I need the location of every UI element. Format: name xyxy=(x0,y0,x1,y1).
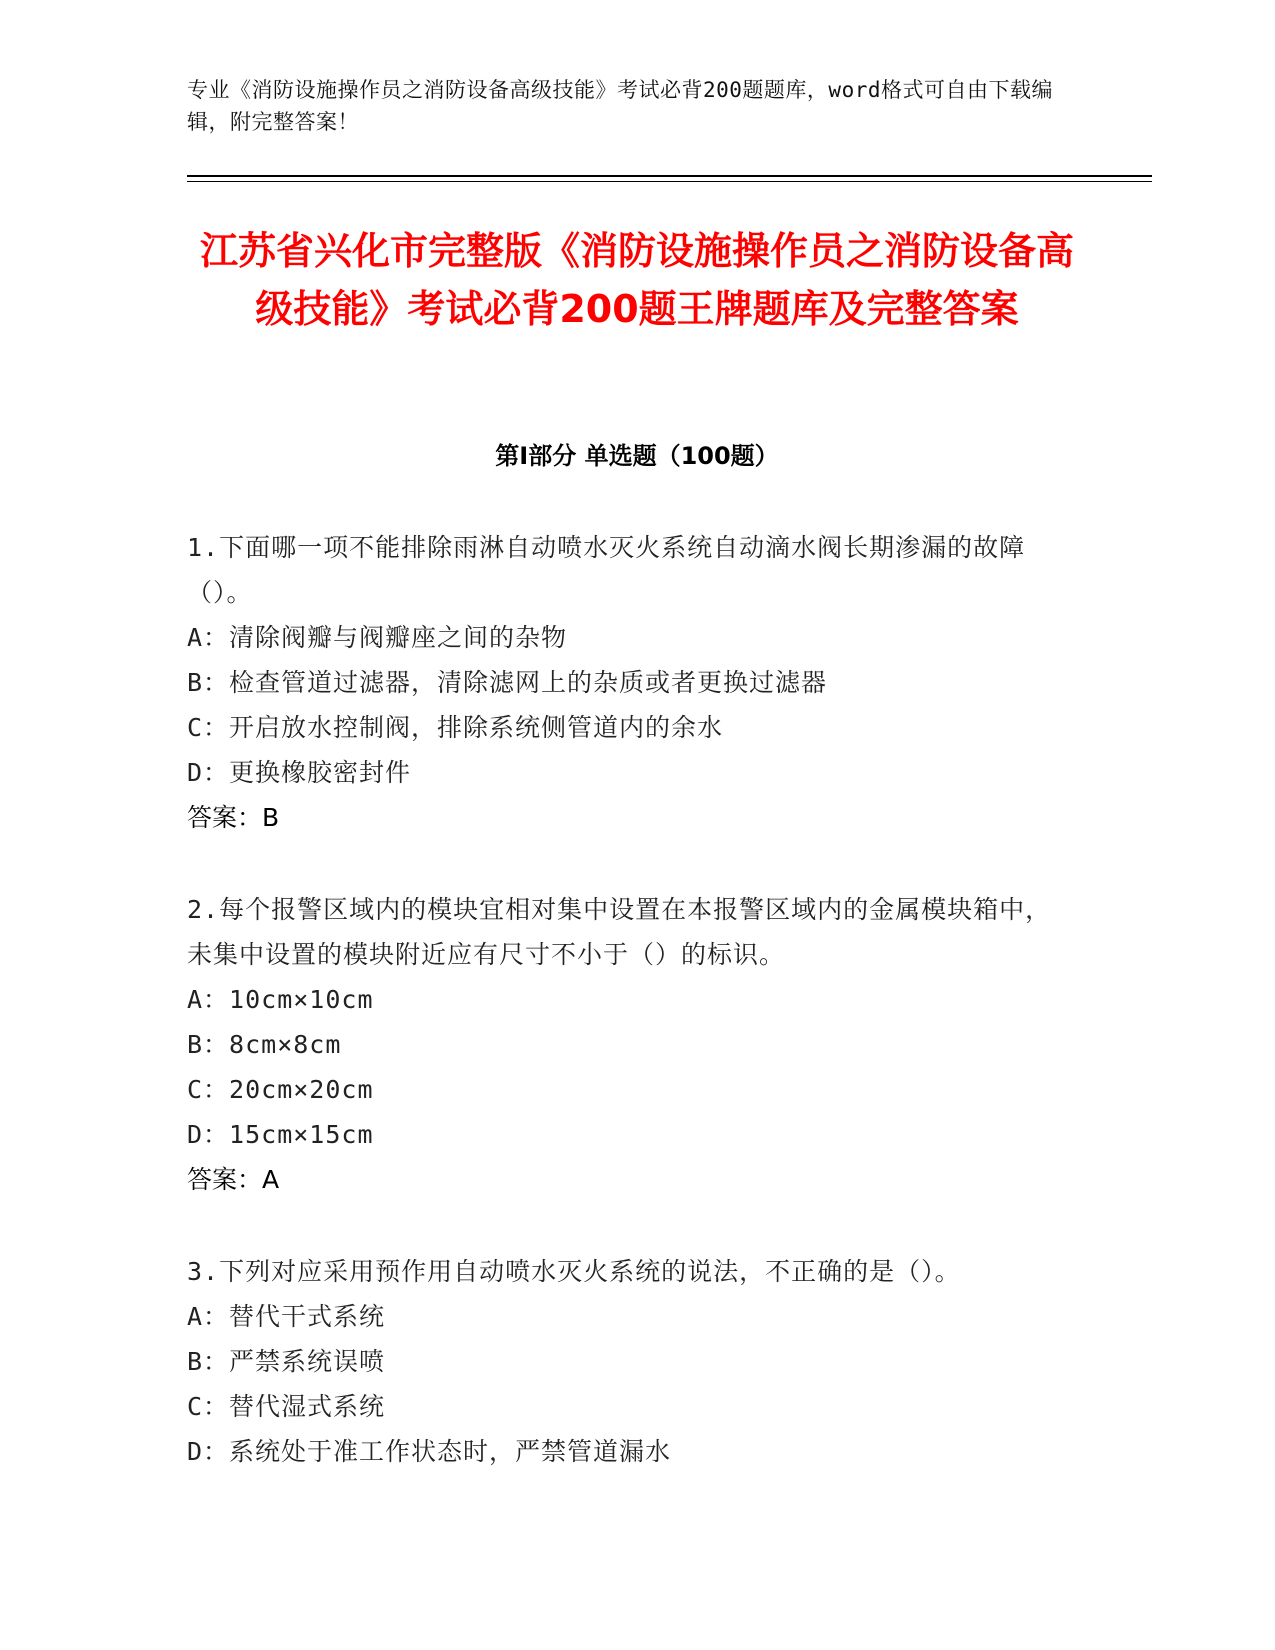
answer: 答案：B xyxy=(187,803,280,832)
option-d: D：更换橡胶密封件 xyxy=(187,758,412,787)
option-a: A：清除阀瓣与阀瓣座之间的杂物 xyxy=(187,623,568,652)
option-b: B：8cm×8cm xyxy=(187,1030,342,1059)
header-divider-thin xyxy=(187,181,1152,182)
option-c: C：20cm×20cm xyxy=(187,1075,374,1104)
document-title: 江苏省兴化市完整版《消防设施操作员之消防设备高级技能》考试必背200题王牌题库及完整答案 xyxy=(199,229,1074,331)
question-stem: 2.每个报警区域内的模块宜相对集中设置在本报警区域内的金属模块箱中，未集中设置的模块附近应有尺寸不小于（）的标识。 xyxy=(187,895,1052,969)
header-note: 专业《消防设施操作员之消防设备高级技能》考试必背200题题库，word格式可自由下载编辑，附完整答案！ xyxy=(187,78,1053,134)
answer: 答案：A xyxy=(187,1165,280,1194)
option-d: D：15cm×15cm xyxy=(187,1120,374,1149)
option-a: A：替代干式系统 xyxy=(187,1302,386,1331)
option-b: B：严禁系统误喷 xyxy=(187,1347,386,1376)
option-b: B：检查管道过滤器，清除滤网上的杂质或者更换过滤器 xyxy=(187,668,828,697)
header-divider xyxy=(187,175,1152,177)
option-a: A：10cm×10cm xyxy=(187,985,374,1014)
question-2 xyxy=(187,887,1067,1202)
option-d: D：系统处于准工作状态时，严禁管道漏水 xyxy=(187,1437,672,1466)
question-1 xyxy=(187,525,1067,840)
question-3 xyxy=(187,1249,1067,1474)
section-heading: 第I部分 单选题（100题） xyxy=(495,442,779,470)
question-stem: 1.下面哪一项不能排除雨淋自动喷水灭火系统自动滴水阀长期渗漏的故障（）。 xyxy=(187,533,1026,607)
question-stem: 3.下列对应采用预作用自动喷水灭火系统的说法，不正确的是（）。 xyxy=(187,1257,961,1286)
option-c: C：替代湿式系统 xyxy=(187,1392,386,1421)
option-c: C：开启放水控制阀，排除系统侧管道内的余水 xyxy=(187,713,724,742)
